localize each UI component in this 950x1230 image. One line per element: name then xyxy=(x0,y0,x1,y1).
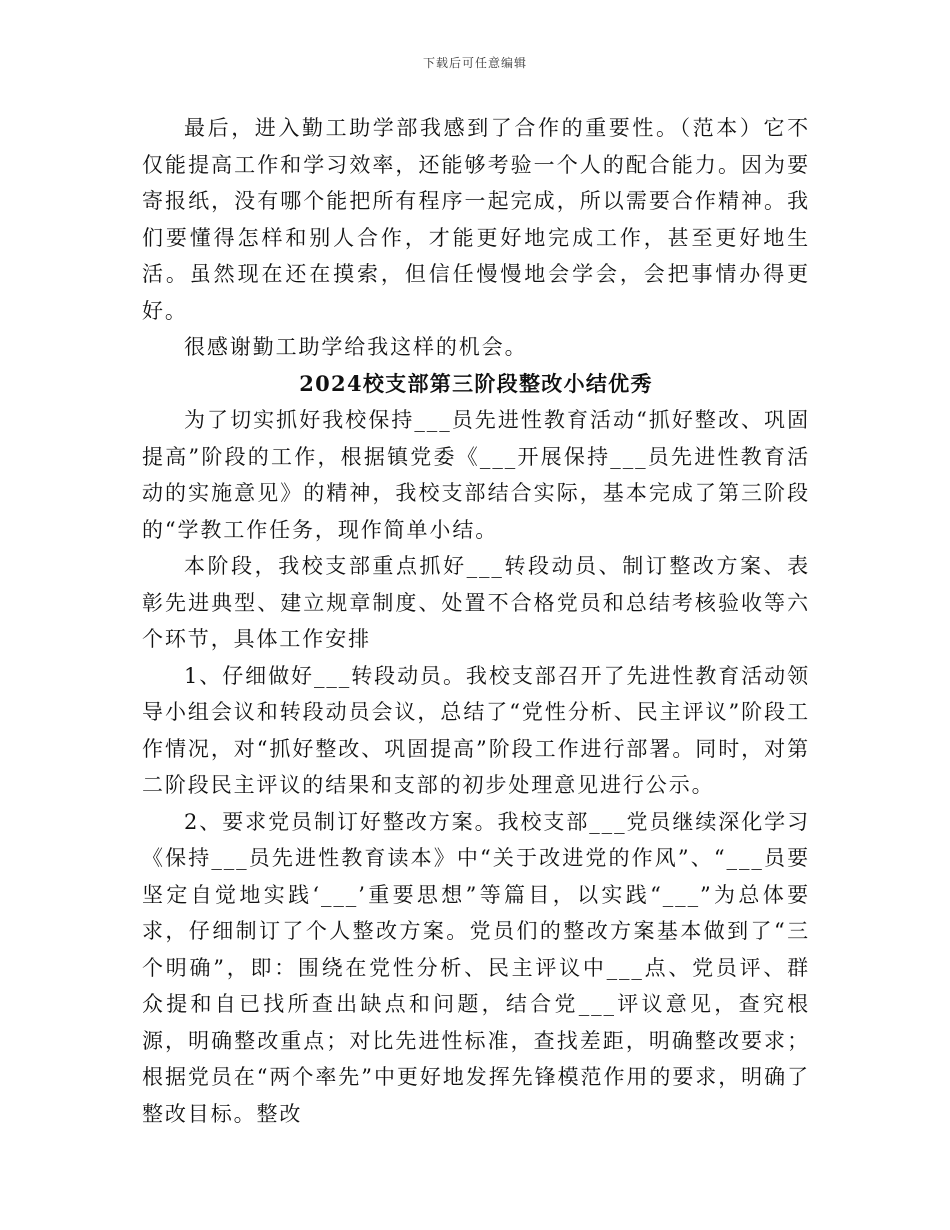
header-note: 下载后可任意编辑 xyxy=(422,56,527,70)
body-paragraph-1: 为了切实抓好我校保持___员先进性教育活动“抓好整改、巩固提高”阶段的工作，根据镇党委《___开展保持___员先进性教育活动的实施意见》的精神，我校支部结合实际，基本完成了第三阶段的“学教工作任务，现作简单小结。 xyxy=(142,408,810,542)
document-title: 2024校支部第三阶段整改小结优秀 xyxy=(299,370,653,396)
intro-paragraph-2: 很感谢勤工助学给我这样的机会。 xyxy=(184,335,528,359)
intro-paragraph-1: 最后，进入勤工助学部我感到了合作的重要性。（范本）它不仅能提高工作和学习效率，还能够考验一个人的配合能力。因为要寄报纸，没有哪个能把所有程序一起完成，所以需要合作精神。我们要懂得怎样和别人合作，才能更好地完成工作，甚至更好地生活。虽然现在还在摸索，但信任慢慢地会学会，会把事情办得更好。 xyxy=(142,116,810,323)
body-paragraph-4: 2、要求党员制订好整改方案。我校支部___党员继续深化学习《保持___员先进性教育读本》中“关于改进党的作风”、“___员要坚定自觉地实践‘___’重要思想”等篇目，以实践“___”为总体要求，仔细制订了个人整改方案。党员们的整改方案基本做到了“三个明确”，即：围绕在党性分析、民主评议中___点、党员评、群众提和自已找所查出缺点和问题，结合党___评议意见，查究根源，明确整改重点；对比先进性标准，查找差距，明确整改要求；根据党员在“两个率先”中更好地发挥先锋模范作用的要求，明确了整改目标。整改 xyxy=(142,809,810,1126)
body-paragraph-3: 1、仔细做好___转段动员。我校支部召开了先进性教育活动领导小组会议和转段动员会议，总结了“党性分析、民主评议”阶段工作情况，对“抓好整改、巩固提高”阶段工作进行部署。同时，对第二阶段民主评议的结果和支部的初步处理意见进行公示。 xyxy=(142,663,810,797)
document-content xyxy=(142,110,810,1132)
body-paragraph-2: 本阶段，我校支部重点抓好___转段动员、制订整改方案、表彰先进典型、建立规章制度、处置不合格党员和总结考核验收等六个环节，具体工作安排 xyxy=(142,554,810,651)
